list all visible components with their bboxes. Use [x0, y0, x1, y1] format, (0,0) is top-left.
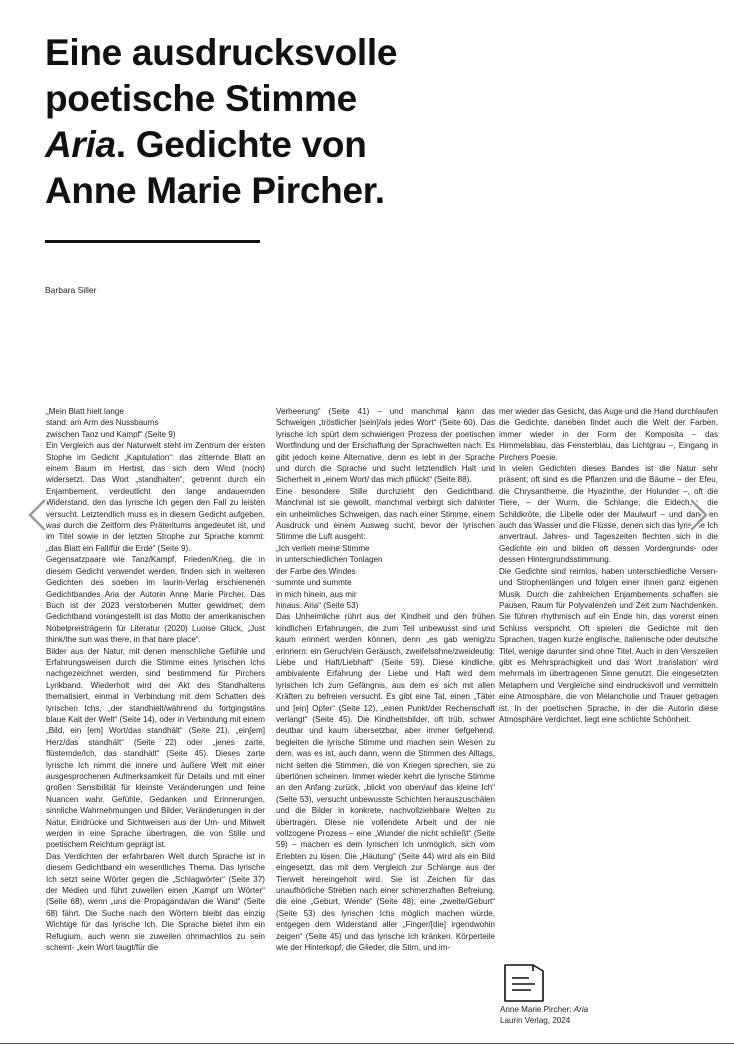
poem-quote-line: hinaus: Aria“ (Seite 53)	[276, 600, 359, 610]
title-line-3-rest: . Gedichte von	[115, 124, 367, 165]
caption-line-2: Laurin Verlag, 2024	[500, 1016, 571, 1026]
paragraph: Eine besondere Stille durchzieht den Gedichtband. Manchmal ist sie gewollt, manchmal verbirgt sich dahinter ein unheimliches Schweigen, das nach einer Stimme, einem Ausdruck und einem Ausweg sucht, bevor der lyrischen Stimme die Luft ausgeht:	[276, 486, 495, 542]
paragraph: Das Unheimliche rührt aus der Kindheit und den frühen kindlichen Erfahrungen, die zum Teil unbewusst sind und kaum erinnert werden können, denn „es gab wenig/zu erinnern: ein Geruch/ein Geräusch, zweifelsohne/zweideutig: Liebe und Haft/Liebhaft“ (Seite 59). Diese kindliche, ambivalente Erfahrung der Liebe und Haft wird dem lyrischen Ich zum Gefängnis, aus dem es sich mit allen Kräften zu befreien versucht. Es gibt eine Tat, einen „Täter und [ein] Opfer“ (Seite 12), „einen Punkt/der Rechenschaft verlangt“ (Seite 45). Die Kindheitsbilder, oft trüb, schwer deutbar und kaum übersetzbar, aber immer tiefgehend, begleiten die lyrische Stimme und machen sein Wesen zu dem, was es ist, auch dann, wenn die Stimmen des Alltags, nicht selten die Stimmen, die von Kriegen sprechen, sie zu übertönen scheinen. Immer wieder kehrt die lyrische Stimme an den Anfang zurück, „blickt von oben/auf das kleine Ich“ (Seite 53), versucht unbewusste Schichten herauszuschälen und die Bilder in konkrete, nachvollziehbare Welten zu übertragen. Diese nie vollendete Arbeit und der nie vollzogene Prozess – eine „Wunde/ die nicht schließt“ (Seite 59) – machen es dem lyrischen Ich unmöglich, sich vom Erlebten zu lösen. Die „Häutung“ (Seite 44) wird als ein Bild eingesetzt, das mit dem Vergleich zur Schlange aus der Tierwelt hereingeholt wird. Sie ist Zeichen für das unaufhörliche Streben nach einer schmerzhaften Befreiung, die eine „Geburt, Wende“ (Seite 48), eine „zweite/Geburt“ (Seite 53) des lyrischen Ichs möglich machen würde, entgegen dem Widerstand aller „Finger/[die] irgendwohin zeigen“ (Seite 45) und das lyrische Ich kränken. Körperteile wie der Hinterkopf, die Glieder, die Stirn, und im-	[276, 612, 495, 953]
chevron-right-icon[interactable]	[684, 497, 714, 533]
text-column-1	[46, 406, 265, 1046]
caption-book-title: Aria	[573, 1005, 589, 1014]
title-divider	[45, 240, 260, 243]
caption-author: Anne Marie Pircher:	[500, 1005, 574, 1014]
poem-quote-line: in mich hinein, aus mir	[276, 589, 357, 599]
paragraph: Ein Vergleich aus der Naturwelt steht im Zentrum der ersten Stophe im Gedicht „Kapitulation“: das zitternde Blatt an einem Baum im Herbst, das sich dem Wind (noch) widersetzt. Das Wort „standhalten“, getrennt durch ein Enjambement, verdeutlicht den lange andauernden Widerstand, den das lyrische Ich gegen den Fall zu leisten versucht. Letztendlich muss es in diesem Gedicht aufgeben, was durch die Zeitform des Präteritums angedeutet ist, und im Titel sowie in der letzten Strophe zur Sprache kommt: „das Blatt ein Fall/für die Erde“ (Seite 9).	[46, 441, 265, 553]
article-title	[45, 30, 565, 214]
author-byline: Barbara Siller	[45, 285, 97, 295]
book-caption	[500, 1004, 588, 1027]
book-icon	[501, 963, 547, 1003]
text-column-2	[276, 406, 495, 1046]
paragraph: mer wieder das Gesicht, das Auge und die Hand durchlaufen die Gedichte, daneben findet auch die Welt der Farben, immer wieder in der Form der Komposita – das Himmelsblau, das Fensterblau, das Lichtgrau –, Eingang in Pirchers Poesie.	[499, 407, 718, 462]
title-italic-aria: Aria	[45, 124, 116, 165]
page-bottom-divider	[0, 1043, 734, 1044]
poem-quote-line: summte und summte	[276, 578, 352, 588]
poem-quote-line: „Ich verlieh meine Stimme	[276, 543, 370, 553]
paragraph: Das Verdichten der erfahrbaren Welt durch Sprache ist in diesem Gedichtband ein wesentliches Thema. Das lyrische Ich setzt seine Wörter gegen die „Schlagwörter“ (Seite 37) der Medien und führt zuweilen einen „Kampf um Wörter“ (Seite 68), wenn „uns die Propaganda/an die Wand“ (Seite 68) fährt. Die Suche nach den Wörtern bleibt das einzig Wichtige für das lyrische Ich. Die Sprache bietet ihm ein Refugium, auch wenn sie zuweilen ohnmachtlos zu sein scheint- „kein Wort taugt/für die	[46, 851, 265, 953]
poem-quote-line: in unterschiedlichen Tonlagen	[276, 555, 383, 565]
paragraph: Bilder aus der Natur, mit denen menschliche Gefühle und Erfahrungsweisen durch die Stimme eines lyrischen Ichs nachgezeichnet werden, sind bestimmend für Pirchers Lyrikband. Wiederholt wird der Akt des Standhaltens thematisiert, einmal in Verbindung mit dem Schatten des lyrischen Ichs, „der standhielt/während du fortgingst/ins blaue Kalt der Welt“ (Seite 14), oder in Verbindung mit einem „Bild, ein [em] Wort/das standhält“ (Seite 21), „ein[em] Herz/das standhält“ (Seite 22) oder „jenes zarte, flüsternde/Ich, das standhält“ (Seite 45). Dieses zarte lyrische Ich nimmt die innere und äußere Welt mit einer ausgesprochenen Aufmerksamkeit für Details und mit einer großen Sensibilität für kleinste Veränderungen und feine Nuancen wahr. Gefühle, Gedanken und Erinnerungen, sinnliche Wahrnehmungen und Bilder, Veränderungen in der Natur, Eindrücke und Sichtweisen aus der Um- und Mitwelt werden in eine Sprache übertragen, die von Stille und poetischem Reichtum geprägt ist.	[46, 646, 265, 850]
title-line-3	[45, 122, 565, 168]
paragraph: Gegensatzpaare wie Tanz/Kampf, Frieden/Krieg, die in diesem Gedicht verwendet werden, finden sich in weiteren Gedichten des soeben im laurin-Verlag erschienenen Gedichtbandes Aria der Autorin Anne Marie Pircher. Das Buch ist der 2023 verstorbenen Mutter gewidmet; dem Gedichtband vorangestellt ist das Motto der amerikanischen Nobelpreisträgerin für Literatur (2020) Luoise Glück, „Just think/the sun was there, in that bare place“.	[46, 555, 265, 645]
caption-line-1	[500, 1004, 588, 1015]
chevron-left-icon[interactable]	[22, 497, 52, 533]
title-line-2: poetische Stimme	[45, 78, 357, 119]
title-line-1: Eine ausdrucksvolle	[45, 32, 398, 73]
poem-quote-line: der Farbe des Windes	[276, 566, 356, 576]
poem-quote-line: zwischen Tanz und Kampf“ (Seite 9)	[46, 429, 176, 439]
paragraph: Verheerung“ (Seite 41) – und manchmal kann das Schweigen „tröstlicher [sein]/als jedes Wort“ (Seite 60). Das lyrische Ich spürt dem schwierigen Prozess der poetischen Wortfindung und der Erschaffung der Sprachwelten nach. Es gibt jedoch keine Alternative, denn es lebt in der Sprache und durch die Sprache und sucht letztendlich Halt und Sicherheit in „einem Wort/ das mich pflückt“ (Seite 88).	[276, 407, 495, 485]
paragraph: Die Gedichte sind reimlos, haben unterschiedliche Versen- und Strophenlängen und folgen einer ihnen ganz eigenen Musik. Durch die zahlreichen Enjambements schaffen sie Pausen, Raum für Polyvalenzen und Zeit zum Nachdenken. Sie führen rhythmisch auf ein Ende hin, das vorerst einen Schluss verspricht. Oft spielen die Gedichte mit den Sprachen, tragen kurze englische, italienische oder deutsche Titel, wenige darunter sind ohne Titel. Auch in den Verszeilen gibt es Mehrsprachigkeit und das Wort ‚translation‘ wird mehrmals im übertragenen Sinne genutzt. Die eingesetzten Metaphern und Vergleiche sind eindrucksvoll und vermitteln eine Atmosphäre, die von Melancholie und Trauer getragen ist. In der poetischen Sprache, in der die Autorin diese Atmosphäre verdichtet, liegt eine schlichte Schönheit.	[499, 566, 718, 724]
paragraph: In vielen Gedichten dieses Bandes ist die Natur sehr präsent; oft sind es die Pflanzen und die Bäume – der Efeu, die Chrysantheme, die Hyazinthe, der Holunder –, oft die Tiere, – der Wurm, die Schlange, die Eidechse, die Schildkröte, die Libelle oder der Maulwurf – und daneben auch das Wasser und die Flüsse, denen sich das lyrische Ich anvertraut. Jahres- und Tageszeiten flechten sich in die Gedichte ein und bilden oft dessen Vordergrunds- oder dessen Hintergrundsstimmung.	[499, 464, 718, 565]
poem-quote-line: „Mein Blatt hielt lange	[46, 407, 124, 416]
title-line-4: Anne Marie Pircher.	[45, 170, 385, 211]
poem-quote-line: stand: am Arm des Nussbaums	[46, 418, 159, 428]
text-column-3	[499, 406, 718, 786]
